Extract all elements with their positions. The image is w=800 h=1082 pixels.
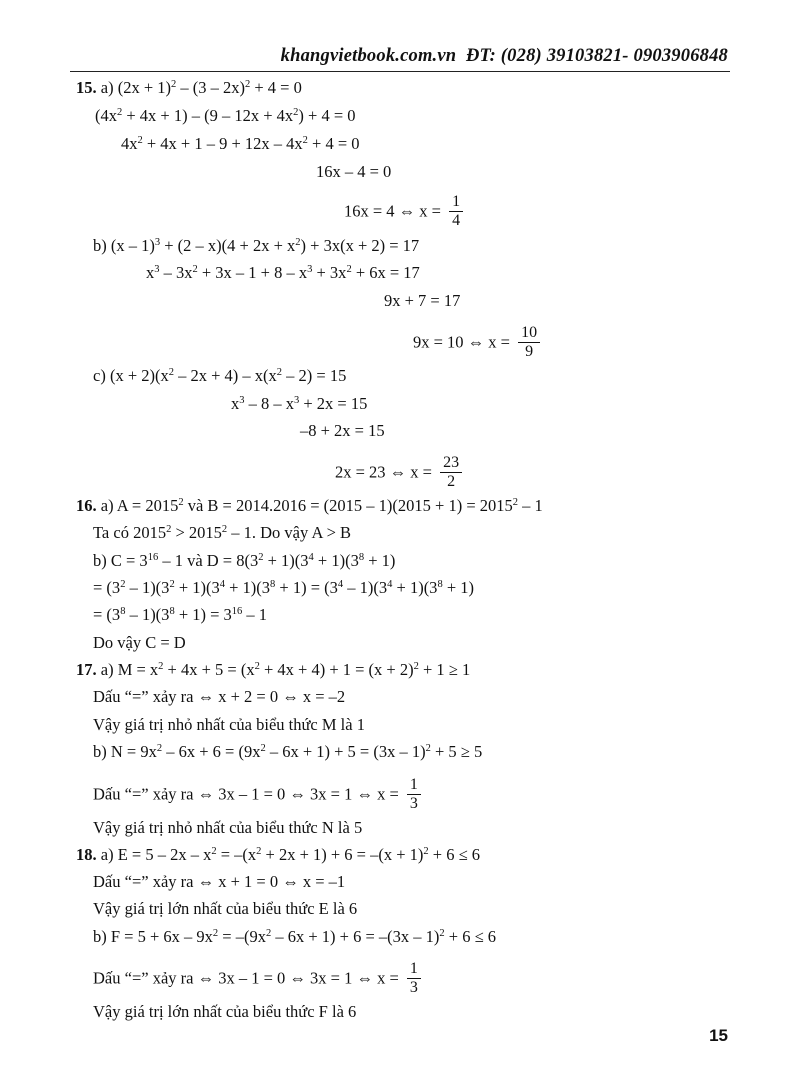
p16-l3-e3: 4 [308, 552, 314, 563]
p17-l4-t3: – 6x + 1) + 5 = (3x – 1) [265, 742, 426, 761]
page-header [281, 46, 728, 67]
p16-l4-t3: + 1)(3 [174, 578, 220, 597]
p15-c1-e2: 2 [276, 367, 283, 378]
p15-a1-e1: 2 [171, 79, 177, 90]
p15-a3-t3: + 4 = 0 [307, 134, 360, 153]
p18-l4-t4: + 6 ≤ 6 [444, 927, 497, 946]
p15-b1-e2: 2 [295, 237, 301, 248]
p17-l4-e3: 2 [425, 743, 431, 754]
p16-l3-t2: – 1 và D = 8(3 [158, 551, 259, 570]
p16-line6: Do vậy C = D [93, 633, 186, 652]
p15-b4-denominator: 9 [525, 343, 534, 360]
p18-l5-numerator: 1 [407, 960, 421, 979]
p15-b2-e4: 2 [346, 264, 352, 275]
p15-a2-t1: (4x [95, 106, 117, 125]
p15-c2-e1: 3 [239, 395, 245, 406]
p16-l4-t4: + 1)(3 [224, 578, 271, 597]
p15-b2-e3: 3 [307, 264, 313, 275]
p15-a1-t1: (2x + 1) [117, 78, 171, 97]
p16-l3-e2: 2 [258, 552, 264, 563]
p16-l3-e4: 8 [358, 552, 365, 563]
p16-l2-e1: 2 [166, 524, 172, 535]
p15-a-line1 [76, 78, 302, 98]
p16-l1-t2: và B = 2014.2016 = (2015 – 1)(2015 + 1) = 2015 [183, 496, 513, 515]
p16-l5-e2: 8 [169, 606, 175, 617]
p16-l2-t1: Ta có 2015 [93, 523, 167, 542]
p18-l1-t3: + 2x + 1) + 6 = –(x + 1) [261, 845, 424, 864]
p15-b1-t2: + (2 – x)(4 + 2x + x [160, 236, 296, 255]
p15-b1-t3: ) + 3x(x + 2) = 17 [300, 236, 420, 255]
p18-l4-t3: – 6x + 1) + 6 = –(3x – 1) [271, 927, 440, 946]
p17-l1-t1: a) M = x [100, 660, 159, 679]
p15-c2-t1: x [231, 394, 240, 413]
p17-l1-e3: 2 [413, 661, 419, 672]
p15-a2-e2: 2 [293, 107, 299, 118]
p17-l4-t1: b) N = 9x [93, 742, 157, 761]
p16-number: 16. [76, 496, 97, 515]
p15-a1-t2: – (3 – 2x) [176, 78, 245, 97]
p15-b4-numerator: 10 [518, 324, 540, 343]
p15-c2-e2: 3 [294, 395, 300, 406]
p15-c2-t2: – 8 – x [244, 394, 294, 413]
p18-l4-t2: = –(9x [218, 927, 266, 946]
p16-l2-t2: > 2015 [171, 523, 222, 542]
p15-a2-e1: 2 [117, 107, 123, 118]
p17-l4-e2: 2 [260, 743, 266, 754]
p18-l1-t1: a) E = 5 – 2x – x [100, 845, 212, 864]
p15-c1-t3: – 2) = 15 [282, 366, 347, 385]
header-phone: ĐT: (028) 39103821- 0903906848 [465, 46, 728, 66]
p15-a2-t3: ) + 4 = 0 [298, 106, 356, 125]
p15-b-label: b) [93, 236, 107, 255]
p16-l5-t3: + 1) = 3 [174, 605, 232, 624]
p15-c2-t3: + 2x = 15 [299, 394, 368, 413]
p16-l4-t5: + 1) = (3 [275, 578, 338, 597]
p15-b-line1 [93, 236, 419, 256]
p15-c4-fraction [440, 454, 462, 491]
p17-l1-e1: 2 [158, 661, 164, 672]
p18-l1-e3: 2 [423, 846, 429, 857]
p16-l2-e2: 2 [221, 524, 228, 535]
p15-b4-text: 9x = 10 ⇔ x = [413, 332, 510, 352]
p15-a2-t2: + 4x + 1) – (9 – 12x + 4x [122, 106, 294, 125]
p16-l4-t2: – 1)(3 [125, 578, 170, 597]
p15-b2-t4: + 3x [312, 263, 347, 282]
p18-l1-t2: = –(x [216, 845, 257, 864]
p15-c-line4 [335, 455, 462, 492]
p15-b1-t1: (x – 1) [110, 236, 155, 255]
p15-c-line3: –8 + 2x = 15 [300, 421, 385, 440]
p17-l4-e1: 2 [156, 743, 163, 754]
p15-a3-e1: 2 [137, 135, 143, 146]
p18-line4 [93, 927, 496, 947]
p15-a-line5 [344, 194, 463, 231]
p15-b-line3: 9x + 7 = 17 [384, 291, 461, 310]
p15-b2-e2: 2 [192, 264, 198, 275]
p16-l4-t6: – 1)(3 [343, 578, 388, 597]
p15-a-line3 [121, 134, 360, 154]
p15-a5-numerator: 1 [449, 193, 463, 212]
p17-l1-t3: + 4x + 4) + 1 = (x + 2) [259, 660, 414, 679]
p18-l5-fraction [407, 960, 421, 997]
p15-c-line2 [231, 394, 367, 414]
p18-l1-e2: 2 [256, 846, 262, 857]
p15-a-line4: 16x – 4 = 0 [316, 162, 392, 181]
p16-l4-e2: 2 [169, 579, 175, 590]
p15-b4-fraction [518, 324, 540, 361]
p15-c4-numerator: 23 [440, 454, 462, 473]
p17-l4-t2: – 6x + 6 = (9x [162, 742, 261, 761]
p16-line2 [93, 523, 351, 543]
p15-a5-fraction [449, 193, 463, 230]
p18-line2: Dấu “=” xảy ra ⇔ x + 1 = 0 ⇔ x = –1 [93, 872, 346, 891]
p16-l4-e4: 8 [270, 579, 276, 590]
p15-b2-e1: 3 [154, 264, 160, 275]
p16-l4-e1: 2 [120, 579, 126, 590]
p17-l1-e2: 2 [254, 661, 260, 672]
p18-l4-e3: 2 [439, 928, 445, 939]
p16-l4-e3: 4 [219, 579, 225, 590]
p17-line4 [93, 742, 482, 762]
p16-l4-t8: + 1) [442, 578, 474, 597]
p18-line1 [76, 845, 480, 865]
p15-c-line1 [93, 366, 346, 386]
p16-l5-t4: – 1 [242, 605, 268, 624]
header-rule [70, 71, 730, 72]
p16-l5-e1: 8 [120, 606, 126, 617]
p18-l4-e2: 2 [265, 928, 272, 939]
p16-l4-t7: + 1)(3 [392, 578, 438, 597]
p17-l1-t2: + 4x + 5 = (x [163, 660, 255, 679]
p18-l5-text: Dấu “=” xảy ra ⇔ 3x – 1 = 0 ⇔ 3x = 1 ⇔ x = [93, 968, 399, 988]
header-site: khangvietbook.com.vn [280, 46, 457, 66]
p17-line1 [76, 660, 470, 680]
p16-l3-t3: + 1)(3 [263, 551, 309, 570]
p16-l4-t1: = (3 [93, 578, 121, 597]
p17-line2: Dấu “=” xảy ra ⇔ x + 2 = 0 ⇔ x = –2 [93, 687, 346, 706]
p17-l5-numerator: 1 [407, 776, 421, 795]
p17-l5-fraction [407, 776, 421, 813]
p16-l5-t1: = (3 [93, 605, 121, 624]
p16-l1-e2: 2 [512, 497, 518, 508]
p16-l1-t1: a) A = 2015 [100, 496, 179, 515]
p16-line1 [76, 496, 543, 516]
p17-l5-text: Dấu “=” xảy ra ⇔ 3x – 1 = 0 ⇔ 3x = 1 ⇔ x = [93, 784, 399, 804]
p15-c1-e1: 2 [168, 367, 174, 378]
p15-b-line2 [146, 263, 420, 283]
p15-a3-t2: + 4x + 1 – 9 + 12x – 4x [142, 134, 303, 153]
p15-a5-denominator: 4 [452, 212, 461, 229]
p16-l4-e5: 4 [337, 579, 344, 590]
p16-l4-e6: 4 [387, 579, 393, 590]
p18-line6: Vậy giá trị lớn nhất của biểu thức F là 6 [93, 1002, 357, 1021]
p17-l5-denominator: 3 [409, 795, 418, 812]
p15-c4-text: 2x = 23 ⇔ x = [335, 462, 432, 482]
p16-l3-t1: b) C = 3 [93, 551, 148, 570]
p15-number: 15. [76, 78, 97, 97]
p17-line6: Vậy giá trị nhỏ nhất của biểu thức N là 5 [93, 818, 363, 837]
p16-l1-t3: – 1 [518, 496, 543, 515]
p18-line3: Vậy giá trị lớn nhất của biểu thức E là 6 [93, 899, 358, 918]
p15-a1-t3: + 4 = 0 [250, 78, 302, 97]
p15-a1-e2: 2 [245, 79, 251, 90]
p16-l3-t5: + 1) [364, 551, 396, 570]
p16-l5-e3: 16 [231, 606, 243, 617]
p17-l4-t4: + 5 ≥ 5 [430, 742, 483, 761]
p18-l1-t4: + 6 ≤ 6 [428, 845, 481, 864]
p16-l4-e7: 8 [437, 579, 443, 590]
p15-a3-t1: 4x [121, 134, 138, 153]
p18-line5 [93, 961, 421, 998]
page-number: 15 [709, 1026, 728, 1045]
p18-number: 18. [76, 845, 97, 864]
p16-line5 [93, 605, 267, 625]
p17-line5 [93, 777, 421, 814]
p15-b2-t3: + 3x – 1 + 8 – x [197, 263, 308, 282]
p18-l4-t1: b) F = 5 + 6x – 9x [93, 927, 213, 946]
p15-c-label: c) [93, 366, 106, 385]
p15-b2-t2: – 3x [159, 263, 193, 282]
p16-l2-t3: – 1. Do vậy A > B [227, 523, 352, 542]
p16-l1-e1: 2 [178, 497, 184, 508]
p15-b-line4 [413, 325, 540, 362]
p17-l1-t4: + 1 ≥ 1 [418, 660, 471, 679]
p15-a5-text: 16x = 4 ⇔ x = [344, 201, 441, 221]
p17-line3: Vậy giá trị nhỏ nhất của biểu thức M là 1 [93, 715, 365, 734]
p16-line4 [93, 578, 474, 598]
p15-a-label: a) [100, 78, 114, 97]
p15-b1-e1: 3 [154, 237, 161, 248]
p15-b2-t1: x [146, 263, 155, 282]
p16-line3 [93, 551, 395, 571]
p16-l5-t2: – 1)(3 [125, 605, 170, 624]
p15-c1-t2: – 2x + 4) – x(x [174, 366, 277, 385]
p15-b2-t5: + 6x = 17 [351, 263, 420, 282]
p18-l4-e1: 2 [212, 928, 219, 939]
p15-a-line2 [95, 106, 356, 126]
p18-l5-denominator: 3 [409, 979, 418, 996]
p15-a3-e2: 2 [302, 135, 308, 146]
p18-l1-e1: 2 [211, 846, 217, 857]
p17-number: 17. [76, 660, 97, 679]
p16-l3-e1: 16 [147, 552, 159, 563]
p15-c1-t1: (x + 2)(x [109, 366, 169, 385]
p16-l3-t4: + 1)(3 [313, 551, 359, 570]
p15-c4-denominator: 2 [447, 473, 456, 490]
